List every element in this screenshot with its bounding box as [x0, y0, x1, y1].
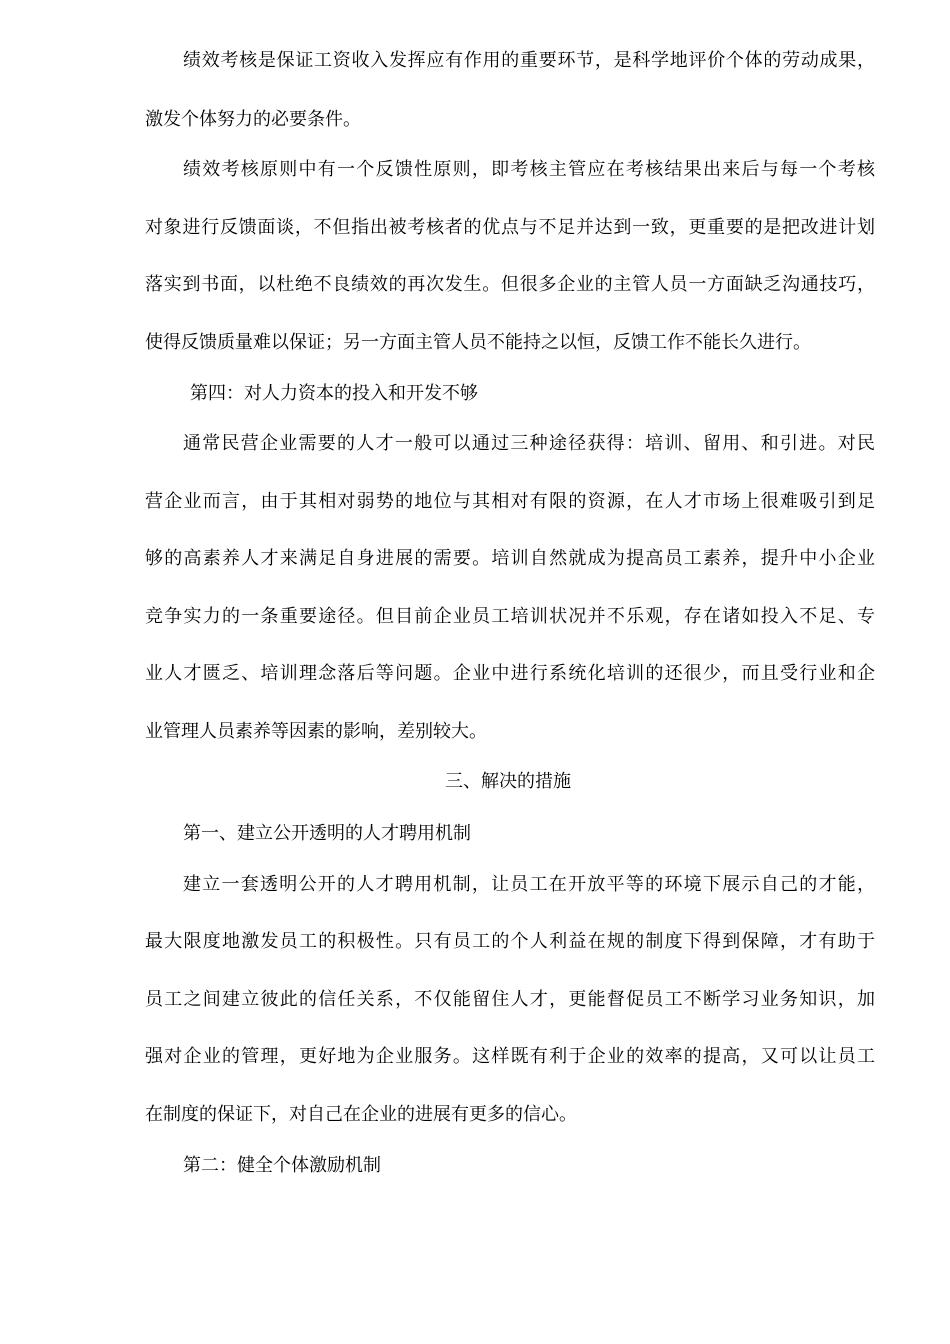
section-heading: 第二：健全个体激励机制: [183, 1155, 381, 1176]
paragraph-line: 使得反馈质量难以保证；另一方面主管人员不能持之以恒，反馈工作不能长久进行。: [145, 332, 811, 353]
paragraph-line: 在制度的保证下，对自己在企业的进展有更多的信心。: [145, 1104, 577, 1125]
section-heading: 第四：对人力资本的投入和开发不够: [190, 383, 478, 404]
paragraph-line: 业管理人员素养等因素的影响，差别较大。: [145, 721, 487, 742]
paragraph-line: 竞争实力的一条重要途径。但目前企业员工培训状况并不乐观，存在诸如投入不足、专: [145, 606, 875, 627]
paragraph-line: 绩效考核原则中有一个反馈性原则，即考核主管应在考核结果出来后与每一个考核: [183, 159, 875, 180]
paragraph-line: 激发个体努力的必要条件。: [145, 109, 361, 130]
paragraph-line: 建立一套透明公开的人才聘用机制，让员工在开放平等的环境下展示自己的才能，: [183, 874, 875, 895]
paragraph-line: 强对企业的管理，更好地为企业服务。这样既有利于企业的效率的提高，又可以让员工: [145, 1046, 875, 1067]
paragraph-line: 够的高素养人才来满足自身进展的需要。培训自然就成为提高员工素养，提升中小企业: [145, 548, 875, 569]
paragraph-line: 最大限度地激发员工的积极性。只有员工的个人利益在规的制度下得到保障，才有助于: [145, 931, 875, 952]
chapter-heading: 三、解决的措施: [445, 771, 571, 792]
paragraph-line: 营企业而言，由于其相对弱势的地位与其相对有限的资源，在人才市场上很难吸引到足: [145, 491, 875, 512]
paragraph-line: 业人才匮乏、培训理念落后等问题。企业中进行系统化培训的还很少，而且受行业和企: [145, 663, 875, 684]
paragraph-line: 员工之间建立彼此的信任关系，不仅能留住人才，更能督促员工不断学习业务知识，加: [145, 989, 875, 1010]
paragraph-line: 落实到书面，以杜绝不良绩效的再次发生。但很多企业的主管人员一方面缺乏沟通技巧，: [145, 274, 875, 295]
paragraph-line: 绩效考核是保证工资收入发挥应有作用的重要环节，是科学地评价个体的劳动成果，: [183, 50, 875, 71]
paragraph-line: 通常民营企业需要的人才一般可以通过三种途径获得：培训、留用、和引进。对民: [183, 433, 875, 454]
paragraph-line: 对象进行反馈面谈，不但指出被考核者的优点与不足并达到一致，更重要的是把改进计划: [145, 217, 875, 238]
section-heading: 第一、建立公开透明的人才聘用机制: [183, 823, 471, 844]
